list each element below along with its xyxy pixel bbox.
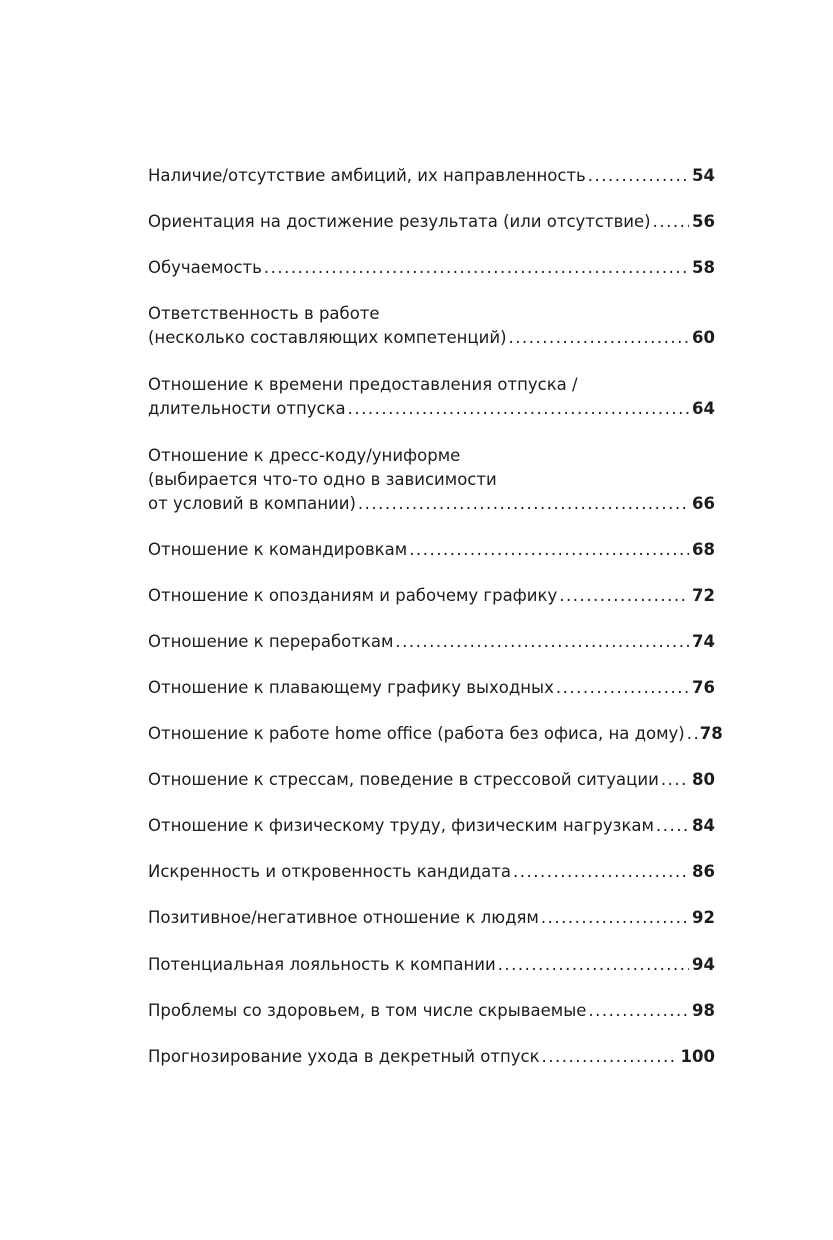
toc-entry-last-line (148, 722, 723, 746)
toc-entry-last-line (148, 1045, 715, 1069)
toc-entry-title: (несколько составляющих компетенций) (148, 328, 507, 347)
dot-leader (409, 538, 689, 562)
dot-leader (687, 722, 697, 746)
toc-entry-title: (выбирается что-то одно в зависимости (148, 470, 497, 489)
toc-entry (148, 256, 715, 280)
toc-entry-title: Наличие/отсутствие амбиций, их направленность (148, 166, 586, 185)
toc-entry-title: Отношение к командировкам (148, 540, 408, 559)
toc-entry-last-line (148, 538, 715, 562)
toc-page-number: 78 (699, 724, 723, 743)
toc-entry-last-line (148, 630, 715, 654)
toc-entry-title: Отношение к плавающему графику выходных (148, 678, 554, 697)
table-of-contents (148, 160, 723, 1066)
toc-page-number: 92 (692, 908, 715, 927)
toc-entry (148, 538, 715, 562)
toc-entry-last-line (148, 999, 715, 1023)
toc-entry-last-line (148, 860, 715, 884)
dot-leader (264, 256, 689, 280)
toc-page-number: 100 (680, 1047, 715, 1066)
toc-entry-last-line (148, 906, 715, 930)
toc-entry-last-line (148, 164, 715, 188)
toc-page-number: 84 (692, 816, 715, 835)
toc-entry-last-line (148, 768, 715, 792)
toc-entry-title: длительности отпуска (148, 399, 346, 418)
toc-entry (148, 302, 715, 350)
toc-entry-title: Отношение к стрессам, поведение в стрессовой ситуации (148, 770, 659, 789)
toc-entry-title: Отношение к физическому труду, физическим нагрузкам (148, 816, 654, 835)
toc-entry-title: от условий в компании) (148, 494, 356, 513)
toc-entry-title: Отношение к времени предоставления отпуска / (148, 375, 578, 394)
dot-leader (556, 676, 689, 700)
toc-entry-title: Отношение к работе home office (работа без офиса, на дому) (148, 724, 685, 743)
toc-page-number: 76 (692, 678, 715, 697)
toc-entry-last-line (148, 210, 715, 234)
dot-leader (588, 999, 689, 1023)
toc-entry-last-line (148, 676, 715, 700)
dot-leader (656, 814, 689, 838)
toc-entry (148, 164, 715, 188)
dot-leader (395, 630, 689, 654)
dot-leader (348, 397, 689, 421)
dot-leader (513, 860, 689, 884)
toc-entry-last-line (148, 953, 715, 977)
toc-entry (148, 373, 715, 421)
toc-page-number: 56 (692, 212, 715, 231)
toc-entry (148, 1045, 715, 1069)
toc-entry-title: Ориентация на достижение результата (или отсутствие) (148, 212, 651, 231)
dot-leader (541, 906, 689, 930)
toc-page-number: 54 (692, 166, 715, 185)
toc-entry (148, 444, 715, 516)
dot-leader (542, 1045, 678, 1069)
toc-entry (148, 860, 715, 884)
toc-entry-title: Обучаемость (148, 258, 262, 277)
toc-page-number: 64 (692, 399, 715, 418)
toc-page-number: 94 (692, 955, 715, 974)
dot-leader (358, 492, 689, 516)
toc-page-number: 68 (692, 540, 715, 559)
toc-entry (148, 722, 723, 746)
toc-page-number: 86 (692, 862, 715, 881)
toc-entry-title: Проблемы со здоровьем, в том числе скрываемые (148, 1001, 587, 1020)
toc-entry-title: Отношение к опозданиям и рабочему графику (148, 586, 558, 605)
toc-page-number: 60 (692, 328, 715, 347)
toc-page-number: 80 (692, 770, 715, 789)
toc-page-number: 58 (692, 258, 715, 277)
toc-entry (148, 953, 715, 977)
toc-entry-title: Ответственность в работе (148, 304, 380, 323)
toc-entry (148, 630, 715, 654)
toc-entry-title: Позитивное/негативное отношение к людям (148, 908, 539, 927)
dot-leader (498, 953, 689, 977)
toc-entry-title: Искренность и откровенность кандидата (148, 862, 511, 881)
toc-entry-title: Прогнозирование ухода в декретный отпуск (148, 1047, 540, 1066)
dot-leader (661, 768, 689, 792)
toc-page-number: 74 (692, 632, 715, 651)
toc-entry-last-line (148, 326, 715, 350)
toc-entry-last-line (148, 584, 715, 608)
toc-page-number: 98 (692, 1001, 715, 1020)
toc-entry-title: Потенциальная лояльность к компании (148, 955, 496, 974)
dot-leader (653, 210, 689, 234)
toc-page-number: 72 (692, 586, 715, 605)
dot-leader (588, 164, 689, 188)
toc-page-number: 66 (692, 494, 715, 513)
toc-entry (148, 584, 715, 608)
dot-leader (559, 584, 689, 608)
dot-leader (509, 326, 690, 350)
toc-entry (148, 210, 715, 234)
toc-entry-title: Отношение к дресс-коду/униформе (148, 446, 461, 465)
toc-entry-last-line (148, 814, 715, 838)
toc-entry-last-line (148, 492, 715, 516)
toc-entry-last-line (148, 256, 715, 280)
toc-entry (148, 676, 715, 700)
toc-entry (148, 768, 715, 792)
toc-entry (148, 814, 715, 838)
toc-entry (148, 906, 715, 930)
toc-entry (148, 999, 715, 1023)
toc-entry-title: Отношение к переработкам (148, 632, 394, 651)
toc-entry-last-line (148, 397, 715, 421)
